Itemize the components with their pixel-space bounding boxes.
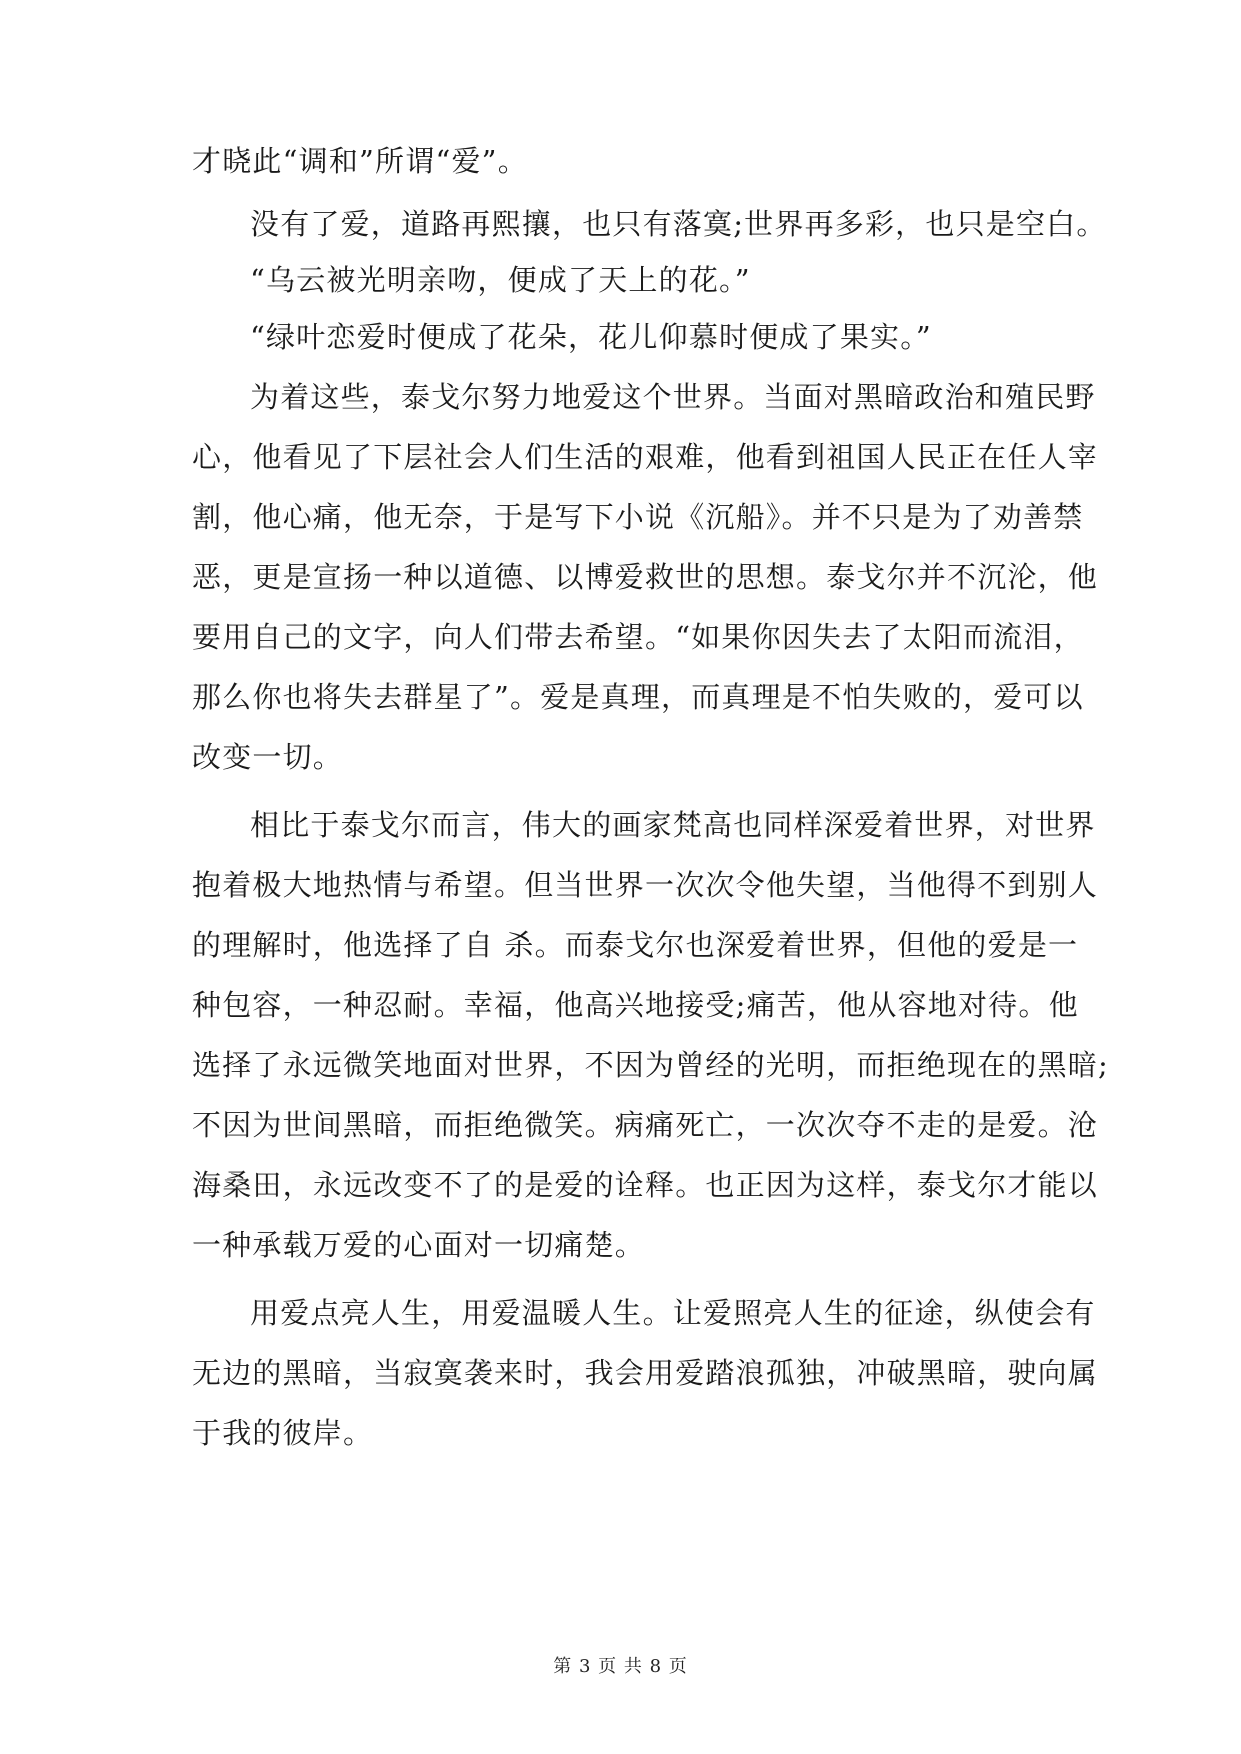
text-line: 恶，更是宣扬一种以道德、以博爱救世的思想。泰戈尔并不沉沦，他: [192, 560, 1099, 594]
text-line: 种包容，一种忍耐。幸福，他高兴地接受;痛苦，他从容地对待。他: [192, 988, 1079, 1022]
text-line: 那么你也将失去群星了”。爱是真理，而真理是不怕失败的，爱可以: [192, 680, 1084, 714]
text-line: 心，他看见了下层社会人们生活的艰难，他看到祖国人民正在任人宰: [192, 440, 1099, 474]
text-line: 相比于泰戈尔而言，伟大的画家梵高也同样深爱着世界，对世界: [250, 808, 1096, 842]
text-line: 为着这些，泰戈尔努力地爱这个世界。当面对黑暗政治和殖民野: [250, 380, 1096, 414]
text-line: 割，他心痛，他无奈，于是写下小说《沉船》。并不只是为了劝善禁: [192, 500, 1084, 534]
text-line: 于我的彼岸。: [192, 1416, 374, 1450]
text-line: 才晓此“调和”所谓“爱”。: [192, 144, 528, 178]
text-line: “绿叶恋爱时便成了花朵，花儿仰慕时便成了果实。”: [250, 320, 932, 354]
text-line: 用爱点亮人生，用爱温暖人生。让爱照亮人生的征途，纵使会有: [250, 1296, 1096, 1330]
text-line: 海桑田，永远改变不了的是爱的诠释。也正因为这样，泰戈尔才能以: [192, 1168, 1099, 1202]
text-line: 无边的黑暗，当寂寞袭来时，我会用爱踏浪孤独，冲破黑暗，驶向属: [192, 1356, 1099, 1390]
page-number-footer: [0, 1655, 1241, 1679]
text-line: 抱着极大地热情与希望。但当世界一次次令他失望，当他得不到别人: [192, 868, 1099, 902]
text-line: 不因为世间黑暗，而拒绝微笑。病痛死亡，一次次夺不走的是爱。沧: [192, 1108, 1099, 1142]
text-line: 改变一切。: [192, 740, 344, 774]
text-line: 没有了爱，道路再熙攘，也只有落寞;世界再多彩，也只是空白。: [250, 207, 1107, 241]
page-number-text: 第 3 页 共 8 页: [553, 1656, 688, 1677]
text-line: 要用自己的文字，向人们带去希望。“如果你因失去了太阳而流泪，: [192, 620, 1084, 654]
text-line: 一种承载万爱的心面对一切痛楚。: [192, 1228, 646, 1262]
text-line: “乌云被光明亲吻，便成了天上的花。”: [250, 263, 751, 297]
text-line: 的理解时，他选择了自 杀。而泰戈尔也深爱着世界，但他的爱是一: [192, 928, 1079, 962]
text-line: 选择了永远微笑地面对世界，不因为曾经的光明，而拒绝现在的黑暗;: [192, 1048, 1109, 1082]
